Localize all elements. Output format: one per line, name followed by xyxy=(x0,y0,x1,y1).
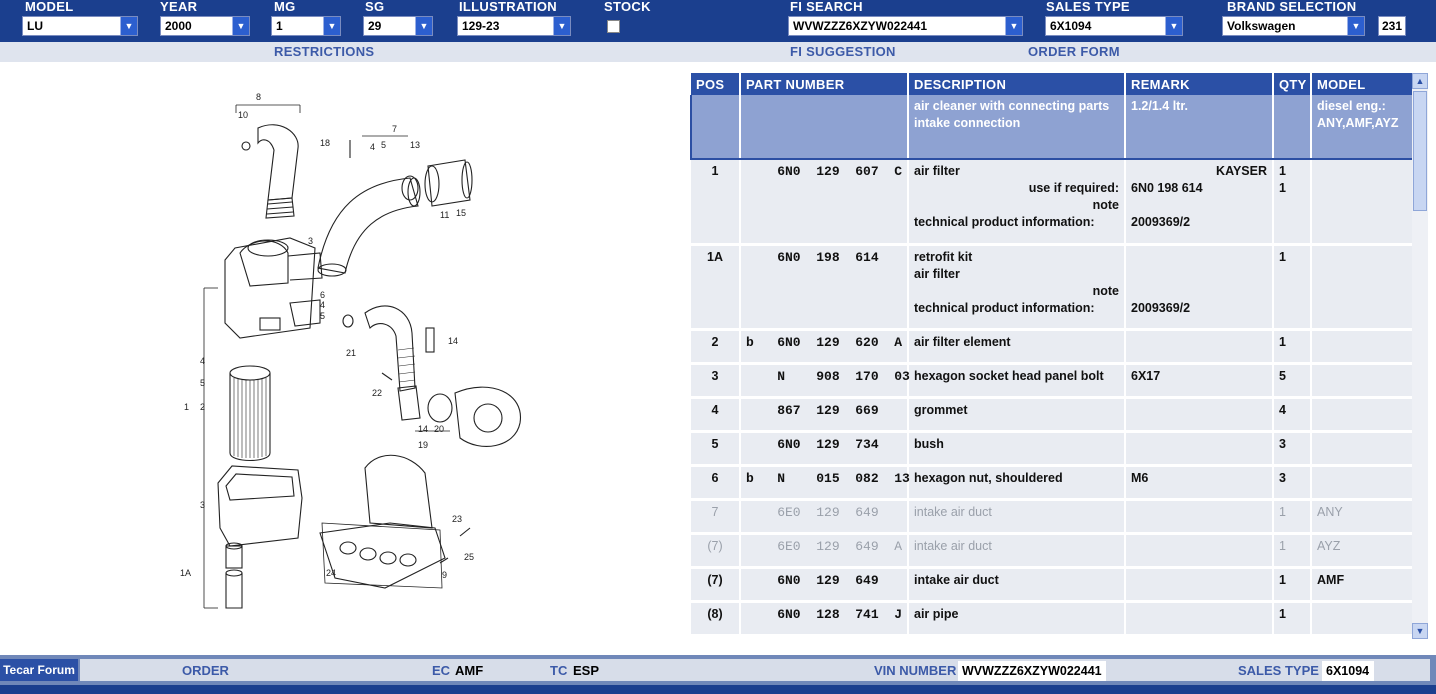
status-bar-panel xyxy=(80,659,1430,681)
table-row[interactable] xyxy=(691,363,1412,397)
cell-model: AMF xyxy=(1311,567,1412,601)
year-value: 2000 xyxy=(165,19,192,33)
chevron-down-icon[interactable]: ▼ xyxy=(415,17,432,35)
illustration-select[interactable] xyxy=(457,16,571,36)
diagram-callout: 15 xyxy=(456,208,467,218)
table-row[interactable] xyxy=(691,465,1412,499)
cell-remark xyxy=(1125,431,1273,465)
cell-pos: 4 xyxy=(691,397,740,431)
model-value: LU xyxy=(27,19,43,33)
diagram-callout: 23 xyxy=(452,514,463,524)
table-row[interactable] xyxy=(691,329,1412,363)
cell-part-number: 6N0 129 734 xyxy=(740,431,908,465)
sales-type-label: SALES TYPE xyxy=(1046,0,1130,14)
sales-type-value: 6X1094 xyxy=(1050,19,1092,33)
tc-value: ESP xyxy=(573,663,600,678)
cell-qty: 1 xyxy=(1273,329,1311,363)
link-bar xyxy=(0,42,1436,62)
cell-remark xyxy=(1125,567,1273,601)
year-label: YEAR xyxy=(160,0,198,14)
cell-description: hexagon nut, shouldered xyxy=(908,465,1125,499)
cell-qty: 1 xyxy=(1273,533,1311,567)
brand-label: BRAND SELECTION xyxy=(1227,0,1357,14)
chevron-down-icon[interactable]: ▼ xyxy=(232,17,249,35)
cell-pos: 6 xyxy=(691,465,740,499)
parts-table xyxy=(690,73,1412,639)
diagram-callout: 14 xyxy=(418,424,429,434)
cell-qty: 1 xyxy=(1279,164,1286,178)
cell-part-number: 867 129 669 xyxy=(740,397,908,431)
diagram-callout: 4 xyxy=(200,356,206,366)
diagram-callout: 22 xyxy=(372,388,383,398)
cell-remark: 6X17 xyxy=(1125,363,1273,397)
brand-select[interactable] xyxy=(1222,16,1365,36)
cell-part-number: 6N0 129 649 xyxy=(740,567,908,601)
cell-qty: 3 xyxy=(1273,431,1311,465)
cell-pos: (7) xyxy=(691,533,740,567)
sales-type-select[interactable] xyxy=(1045,16,1183,36)
cell-part-number: 6N0 128 741 J xyxy=(740,601,908,635)
cell-qty: 1 xyxy=(1273,244,1311,329)
tc-label: TC xyxy=(550,663,568,678)
diagram-callout: 5 xyxy=(200,378,206,388)
table-row[interactable] xyxy=(691,159,1412,244)
cell-part-number: b N 015 082 13 xyxy=(740,465,908,499)
cell-qty: 1 xyxy=(1279,181,1286,195)
chevron-down-icon[interactable]: ▼ xyxy=(1005,17,1022,35)
cell-description: retrofit kit xyxy=(914,249,973,264)
cell-pos: (8) xyxy=(691,601,740,635)
table-row[interactable] xyxy=(691,499,1412,533)
col-header-remark[interactable]: REMARK xyxy=(1125,73,1273,95)
diagram-callout: 4 xyxy=(320,300,326,310)
diagram-callout: 3 xyxy=(200,500,206,510)
cell-part-number: 6E0 129 649 A xyxy=(740,533,908,567)
table-row-group-header[interactable] xyxy=(691,95,1412,159)
cell-description: air filter xyxy=(914,164,960,178)
col-header-description[interactable]: DESCRIPTION xyxy=(908,73,1125,95)
diagram-callout: 14 xyxy=(448,336,459,346)
ec-value: AMF xyxy=(455,663,484,678)
cell-pos: 3 xyxy=(691,363,740,397)
cell-pos: (7) xyxy=(691,567,740,601)
table-row[interactable] xyxy=(691,397,1412,431)
cell-description: air filter element xyxy=(908,329,1125,363)
vin-label: VIN NUMBER xyxy=(874,663,957,678)
cell-remark: 6N0 198 614 xyxy=(1131,181,1203,195)
tecar-forum-button[interactable]: Tecar Forum xyxy=(0,659,78,681)
cell-model xyxy=(1311,159,1412,244)
cell-description-note: use if required: xyxy=(1028,181,1119,195)
restrictions-link[interactable]: RESTRICTIONS xyxy=(274,44,375,59)
cell-pos: 2 xyxy=(691,329,740,363)
diagram-callout: 8 xyxy=(256,92,262,102)
col-header-qty[interactable]: QTY xyxy=(1273,73,1311,95)
brand-number: 231 xyxy=(1378,16,1406,36)
sales-type-bottom-label: SALES TYPE xyxy=(1238,663,1319,678)
cell-model: AYZ xyxy=(1311,533,1412,567)
vin-value: WVWZZZ6XZYW022441 xyxy=(958,661,1106,681)
cell-part-number: 6N0 198 614 xyxy=(740,244,908,329)
cell-remark xyxy=(1125,397,1273,431)
cell-description: intake air duct xyxy=(908,533,1125,567)
sg-label: SG xyxy=(365,0,385,14)
cell-model xyxy=(1311,465,1412,499)
cell-qty: 3 xyxy=(1273,465,1311,499)
cell-pos: 1A xyxy=(691,244,740,329)
order-form-link[interactable]: ORDER FORM xyxy=(1028,44,1120,59)
fi-suggestion-link[interactable]: FI SUGGESTION xyxy=(790,44,896,59)
status-bar xyxy=(0,655,1436,685)
cell-model xyxy=(1311,329,1412,363)
group-model: diesel eng.: ANY,AMF,AYZ xyxy=(1311,95,1412,159)
diagram-callout: 4 xyxy=(370,142,376,152)
cell-remark: 2009369/2 xyxy=(1131,300,1191,315)
mg-select[interactable] xyxy=(271,16,341,36)
diagram-callout: 21 xyxy=(346,348,357,358)
chevron-down-icon[interactable]: ▼ xyxy=(120,17,137,35)
fi-search-label: FI SEARCH xyxy=(790,0,863,14)
cell-pos: 5 xyxy=(691,431,740,465)
scroll-thumb[interactable] xyxy=(1413,91,1427,211)
group-remark: 1.2/1.4 ltr. xyxy=(1125,95,1273,159)
cell-remark xyxy=(1125,499,1273,533)
illustration-label: ILLUSTRATION xyxy=(459,0,557,14)
chevron-down-icon[interactable]: ▼ xyxy=(1347,17,1364,35)
col-header-part-number[interactable]: PART NUMBER xyxy=(740,73,908,95)
diagram-callout: 7 xyxy=(392,124,398,134)
fi-search-select[interactable] xyxy=(788,16,1023,36)
cell-remark: M6 xyxy=(1125,465,1273,499)
cell-description: air filter xyxy=(914,266,960,281)
cell-part-number: N 908 170 03 xyxy=(740,363,908,397)
cell-qty: 1 xyxy=(1273,499,1311,533)
mg-label: MG xyxy=(274,0,296,14)
diagram-callout: 20 xyxy=(434,424,445,434)
mg-value: 1 xyxy=(276,19,283,33)
cell-description: hexagon socket head panel bolt xyxy=(908,363,1125,397)
cell-description-note: note xyxy=(1092,198,1119,212)
diagram-callout: 6 xyxy=(320,290,326,300)
cell-part-number: 6N0 129 607 C xyxy=(740,159,908,244)
chevron-down-icon[interactable]: ▼ xyxy=(1165,17,1182,35)
cell-qty: 5 xyxy=(1273,363,1311,397)
diagram-callout: 13 xyxy=(410,140,421,150)
cell-remark xyxy=(1125,533,1273,567)
diagram-callout: 3 xyxy=(308,236,314,246)
chevron-down-icon[interactable]: ▼ xyxy=(323,17,340,35)
diagram-callout: 10 xyxy=(238,110,249,120)
group-description: intake connection xyxy=(914,116,1021,130)
diagram-callout: 1 xyxy=(184,402,190,412)
cell-model: ANY xyxy=(1311,499,1412,533)
table-row[interactable] xyxy=(691,601,1412,635)
cell-remark xyxy=(1125,601,1273,635)
bottom-border xyxy=(0,685,1436,694)
cell-pos: 1 xyxy=(691,159,740,244)
fi-search-value: WVWZZZ6XZYW022441 xyxy=(793,19,928,33)
cell-model xyxy=(1311,397,1412,431)
cell-model xyxy=(1311,363,1412,397)
cell-model xyxy=(1311,431,1412,465)
diagram-callout: 9 xyxy=(442,570,448,580)
table-scrollbar[interactable] xyxy=(1412,73,1428,639)
cell-description: intake air duct xyxy=(908,567,1125,601)
cell-description: air pipe xyxy=(908,601,1125,635)
illustration-value: 129-23 xyxy=(462,19,500,33)
filter-bar xyxy=(0,0,1436,42)
diagram-callout: 25 xyxy=(464,552,475,562)
parts-illustration[interactable] xyxy=(170,88,540,613)
diagram-callout: 18 xyxy=(320,138,331,148)
col-header-pos[interactable]: POS xyxy=(691,73,740,95)
cell-remark: KAYSER xyxy=(1216,164,1267,178)
model-label: MODEL xyxy=(25,0,74,14)
group-description: air cleaner with connecting parts xyxy=(914,99,1110,113)
scroll-down-icon[interactable]: ▼ xyxy=(1412,623,1428,639)
chevron-down-icon[interactable]: ▼ xyxy=(553,17,570,35)
diagram-callout: 19 xyxy=(418,440,429,450)
diagram-callout: 5 xyxy=(381,140,387,150)
cell-qty: 1 xyxy=(1273,567,1311,601)
cell-description: intake air duct xyxy=(908,499,1125,533)
model-select[interactable] xyxy=(22,16,138,36)
cell-qty: 1 xyxy=(1273,601,1311,635)
table-row[interactable] xyxy=(691,431,1412,465)
scroll-up-icon[interactable]: ▲ xyxy=(1412,73,1428,89)
table-row[interactable] xyxy=(691,533,1412,567)
diagram-callout: 5 xyxy=(320,311,326,321)
stock-checkbox[interactable] xyxy=(607,20,620,33)
year-select[interactable] xyxy=(160,16,250,36)
stock-label: STOCK xyxy=(604,0,651,14)
cell-description-note: technical product information: xyxy=(914,300,1095,315)
cell-pos: 7 xyxy=(691,499,740,533)
cell-description: bush xyxy=(908,431,1125,465)
cell-model xyxy=(1311,601,1412,635)
order-link[interactable]: ORDER xyxy=(182,663,229,678)
table-row[interactable] xyxy=(691,244,1412,329)
brand-value: Volkswagen xyxy=(1227,19,1296,33)
cell-description-note: technical product information: xyxy=(914,215,1095,229)
cell-description: grommet xyxy=(908,397,1125,431)
cell-qty: 4 xyxy=(1273,397,1311,431)
cell-part-number: b 6N0 129 620 A xyxy=(740,329,908,363)
col-header-model[interactable]: MODEL xyxy=(1311,73,1412,95)
cell-remark xyxy=(1125,329,1273,363)
cell-description-note: note xyxy=(1092,283,1119,298)
cell-model xyxy=(1311,244,1412,329)
diagram-callout: 1A xyxy=(180,568,192,578)
diagram-callout: 11 xyxy=(440,210,450,220)
cell-part-number: 6E0 129 649 xyxy=(740,499,908,533)
diagram-callout: 2 xyxy=(200,402,206,412)
sg-select[interactable] xyxy=(363,16,433,36)
diagram-callout: 24 xyxy=(326,568,337,578)
ec-label: EC xyxy=(432,663,451,678)
cell-remark: 2009369/2 xyxy=(1131,215,1191,229)
sg-value: 29 xyxy=(368,19,382,33)
sales-type-bottom-value: 6X1094 xyxy=(1322,661,1374,681)
table-row[interactable] xyxy=(691,567,1412,601)
